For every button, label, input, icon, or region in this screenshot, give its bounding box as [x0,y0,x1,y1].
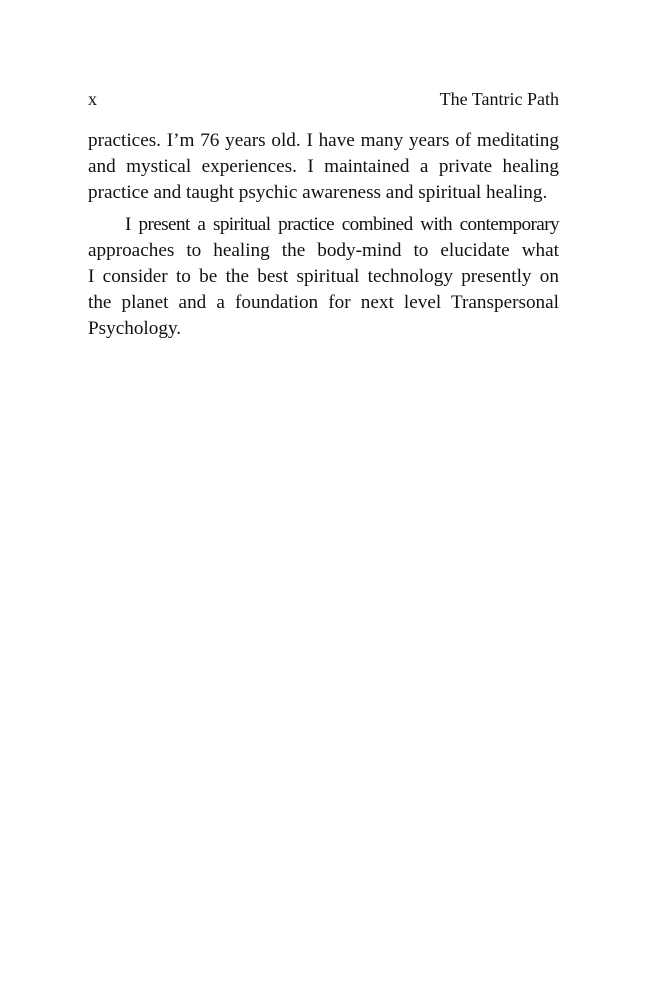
text-line: practices. I’m 76 years old. I have many years of meditating [88,130,559,151]
text-line: Psychology. [88,318,182,339]
text-line: approaches to healing the body-mind to elucidate what [88,240,559,261]
text-line: the planet and a foundation for next level Transpersonal [88,292,559,313]
text-line: I present a spiritual practice combined with contemporary [125,214,559,235]
paragraph [88,128,559,206]
body-text [88,128,559,342]
text-line: I consider to be the best spiritual technology presently on [88,266,559,287]
paragraph [88,212,559,342]
page-number: x [88,89,97,109]
running-head [88,86,559,112]
text-line: practice and taught psychic awareness and spiritual healing. [88,182,548,203]
running-head-title: The Tantric Path [439,89,559,109]
text-line: and mystical experiences. I maintained a private healing [88,156,559,177]
